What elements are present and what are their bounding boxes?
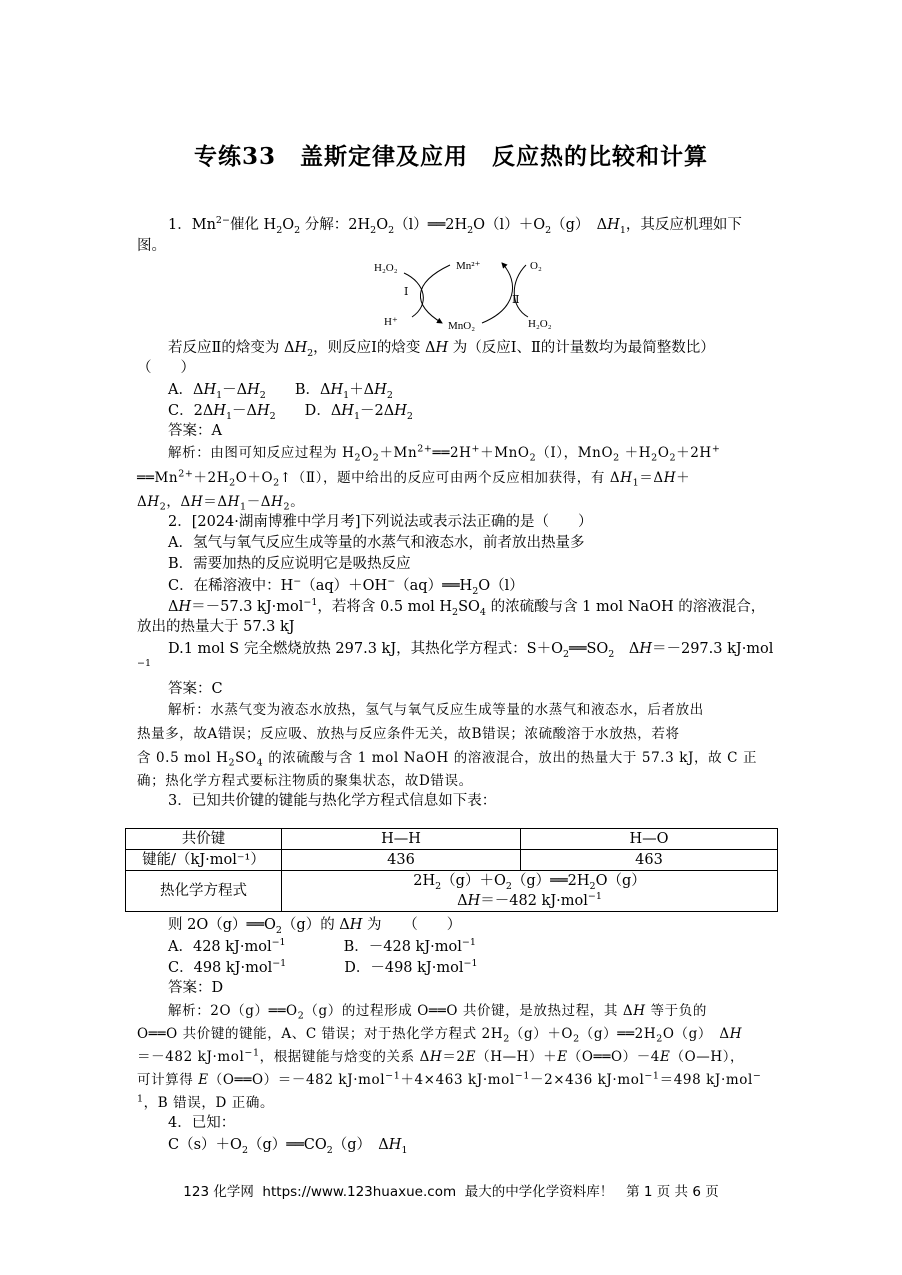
q2-option-b: B．需要加热的反应说明它是吸热反应 (168, 556, 411, 572)
diagram-h2o2-left: H₂O₂ (374, 262, 398, 274)
q2-analysis-line3: 含 0.5 mol $H_2SO_4$ 的浓硫酸与含 1 mol NaOH 的溶液混合，放出的热量大于 57.3 kJ，故 C 正 (137, 750, 758, 769)
table-energy-label: 键能/（kJ·mol⁻¹） (126, 850, 282, 871)
diagram-mno2: MnO₂ (448, 320, 476, 332)
q1-options-cd: C．$2\Delta H_1-\Delta H_2$ D．$\Delta H_1-2\Delta H_2$ (168, 403, 413, 422)
table-header-ho: H—O (521, 829, 778, 850)
q2-option-d-line2: −1 (137, 658, 152, 670)
q3-question: 则 $2O(g)══O_2(g)$的 ΔH 为 （ ） (168, 917, 462, 936)
q1-question-line2: （ ） (137, 360, 195, 376)
q2-analysis-line4: 确；热化学方程式要标注物质的聚集状态，故D错误。 (137, 773, 473, 789)
q2-option-c-line1: C．在稀溶液中：$H^-(aq)+OH^-(aq)══H_2O(l)$ (168, 576, 524, 597)
q1-analysis-line3: $\Delta H_2$，$\Delta H=\Delta H_1-\Delta H_2$。 (137, 494, 305, 513)
diagram-mn2plus: Mn²⁺ (456, 260, 481, 272)
q1-options-ab: A．$\Delta H_1-\Delta H_2$ B．$\Delta H_1+\Delta H_2$ (168, 382, 393, 401)
diagram-roman-1: Ⅰ (404, 286, 409, 298)
bond-energy-table (125, 828, 778, 912)
q3-answer: 答案：D (168, 980, 224, 996)
table-equation-label: 热化学方程式 (126, 871, 282, 912)
table-row (126, 829, 778, 850)
arrow-2b (514, 265, 528, 317)
q2-option-c-line3: 放出的热量大于 57.3 kJ (137, 619, 295, 635)
q1-stem-line1: 1．$Mn^{2-}$催化 $H_2O_2$ 分解：$2H_2O_2(l)══2H_2O(l)+O_2(g)$ $\Delta H_1$，其反应机理如下 (168, 215, 742, 236)
q1-stem-line2: 图。 (137, 238, 166, 254)
table-equation: $2H_2(g)+O_2(g)══2H_2O(g)$ ΔH＝－482 kJ·mol$^{-1}$ (282, 871, 778, 912)
q3-analysis-line3: ＝－482 kJ·mol$^{-1}$，根据键能与焓变的关系 ΔH＝2E（H—H）＋E（O══O）－4E（O—H）， (137, 1047, 745, 1065)
arrow-1a (420, 265, 450, 323)
table-header-bond: 共价键 (126, 829, 282, 850)
q3-analysis-line4: 可计算得 E（O══O）＝－482 kJ·mol$^{-1}$＋4×463 kJ·mol$^{-1}$－2×436 kJ·mol$^{-1}$＝498 kJ·mol− (137, 1070, 762, 1088)
table-header-hh: H—H (282, 829, 521, 850)
table-energy-ho: 463 (521, 850, 778, 871)
q1-question-line1: 若反应Ⅱ的焓变为 $\Delta H_2$，则反应Ⅰ的焓变 ΔH 为（反应Ⅰ、Ⅱ的计量数均为最简整数比） (168, 340, 715, 359)
q2-option-a: A．氢气与氧气反应生成等量的水蒸气和液态水，前者放出热量多 (168, 535, 585, 551)
q3-options-ab: A．428 kJ·mol$^{-1}$ B．－428 kJ·mol$^{-1}$ (168, 937, 476, 955)
page-footer: 123 化学网 https://www.123huaxue.com 最大的中学化学资料库！ 第 1 页 共 6 页 (183, 1184, 719, 1200)
diagram-roman-2: Ⅱ (512, 294, 520, 306)
q4-stem: 4．已知： (168, 1115, 236, 1131)
q3-stem: 3．已知共价键的键能与热化学方程式信息如下表： (168, 793, 497, 809)
q3-analysis-line5: $^1$，B 错误，D 正确。 (137, 1093, 275, 1111)
table-row (126, 871, 778, 912)
q1-analysis-line1: 解析：由图可知反应过程为 $H_2O_2+Mn^{2+}══2H^++MnO_2(Ⅰ)$，$MnO_2 +H_2O_2+2H^+$ (168, 443, 721, 464)
q2-option-c-line2: ΔH＝－57.3 kJ·mol$^{-1}$，若将含 0.5 mol $H_2SO_4$ 的浓硫酸与含 1 mol NaOH 的溶液混合， (168, 597, 766, 618)
q1-answer: 答案：A (168, 423, 222, 439)
q1-mechanism-diagram (370, 253, 570, 333)
q1-analysis-line2: $══Mn^{2+}+2H_2O+O_2↑(Ⅱ)$，题中给出的反应可由两个反应相加获得，有 $\Delta H_1=\Delta H+$ (137, 468, 691, 489)
q2-option-d-line1: D.1 mol S 完全燃烧放热 297.3 kJ，其热化学方程式：$S+O_2══SO_2$ ΔH＝－297.3 kJ·mol (168, 641, 774, 660)
q4-equation-1: $C(s)+O_2(g)══CO_2(g)$ $\Delta H_1$ (168, 1137, 408, 1156)
arrow-2a (482, 263, 513, 323)
table-row (126, 850, 778, 871)
q2-analysis-line2: 热量多，故A错误；反应吸、放热与反应条件无关，故B错误；浓硫酸溶于水放热，若将 (137, 726, 680, 742)
q3-analysis-line1: 解析：$2O(g)══O_2(g)$的过程形成 O══O 共价键，是放热过程，其 ΔH 等于负的 (168, 1003, 707, 1022)
q3-analysis-line2: O══O 共价键的键能，A、C 错误；对于热化学方程式 $2H_2(g)+O_2(g)══2H_2O(g)$ ΔH (137, 1026, 743, 1045)
page-title: 专练33 盖斯定律及应用 反应热的比较和计算 (193, 143, 708, 170)
diagram-o2: O₂ (530, 260, 542, 272)
q3-options-cd: C．498 kJ·mol$^{-1}$ D．－498 kJ·mol$^{-1}$ (168, 958, 478, 976)
table-energy-hh: 436 (282, 850, 521, 871)
diagram-h2o2-right: H₂O₂ (528, 318, 552, 330)
q2-analysis-line1: 解析：水蒸气变为液态水放热，氢气与氧气反应生成等量的水蒸气和液态水，后者放出 (168, 702, 704, 718)
q2-answer: 答案：C (168, 681, 223, 697)
q2-stem: 2．[2024·湖南博雅中学月考]下列说法或表示法正确的是（ ） (168, 514, 593, 530)
diagram-hplus: H⁺ (384, 316, 398, 328)
